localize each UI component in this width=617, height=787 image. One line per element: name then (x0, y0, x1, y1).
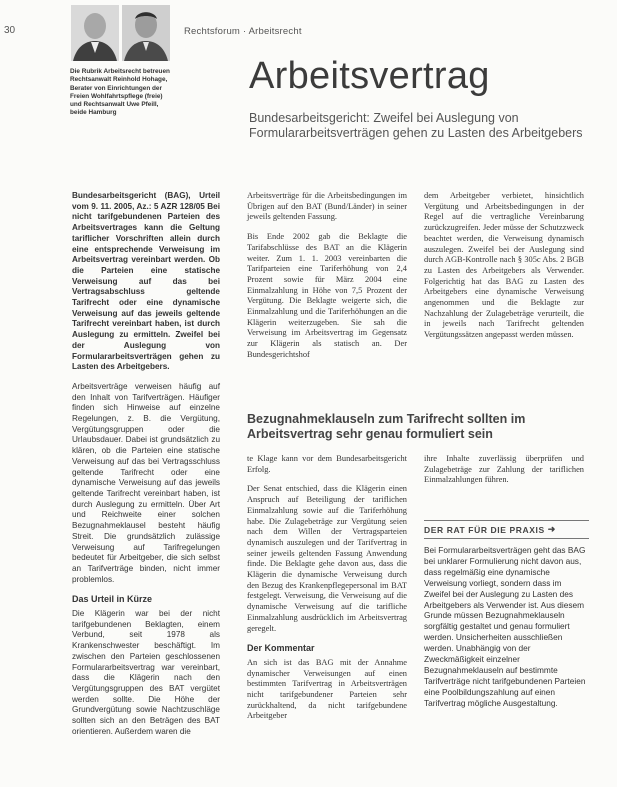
body-paragraph: te Klage kann vor dem Bundesarbeitsgericht Erfolg. (247, 454, 407, 474)
portrait-icon (122, 5, 170, 61)
body-paragraph: Der Senat entschied, dass die Klägerin einen Anspruch auf Beteiligung der tariflichen Einmalzahlung sowie auf die Tariferhöhung habe. Die Zulagebeträge zur Vergütung seien nach dem Willen der Vertragsparteien dynamisch auszulegen und der Tarifvertrag in seiner jeweils geltenden Fassung Anwendung finde. Die Beklagte gehe davon aus, dass die Klägerin die dynamische Verweisung durch den Bezug des Krankenpflegepersonal im BAT festgelegt. Verweisung, die Verweisung auf die dynamische Verweisung auf die tarifliche Einmalzahlung ausdrücklich im Arbeitsvertrag geregelt. (247, 484, 407, 633)
body-paragraph: Die Klägerin war bei der nicht tarifgebundenen Beklagten, einem Verbund, seit 1978 als Krankenschwester beschäftigt. Im zwischen den Parteien geschlossenen Formulararbeitsvertrag war vereinbart, dass die Klägerin nach den Vergütungsgruppen des BAT vergütet werden sollte. Die Höhe der Grundvergütung sowie Nachtzuschläge sollten sich an den Beträgen des BAT orientieren. Außerdem waren die (72, 609, 220, 736)
body-paragraph: Bis Ende 2002 gab die Beklagte die Tarifabschlüsse des BAT an die Klägerin weiter. Zum 1. 1. 2003 vereinbarten die Tarifparteien eine Tariferhöhung von 2,4 Prozent sowie für März 2004 eine Einmalzahlung in Höhe von 7,5 Prozent der Vergütung. Die Beklagte weigerte sich, die Einmalzahlung und die Tariferhöhungen an die Klägerin weiterzugeben. Sie sah die Verweisung im Arbeitsvertrag im Gegensatz zur Klägerin als statisch an. Der Bundesgerichtshof (247, 232, 407, 359)
column-3 (424, 191, 584, 350)
author-photo-pfeill (122, 5, 170, 61)
column-2 (247, 191, 407, 370)
advice-box (424, 520, 589, 709)
pull-heading: Bezugnahmeklauseln zum Tarifrecht sollten im Arbeitsvertrag sehr genau formuliert sein (247, 412, 526, 441)
advice-header-label: DER RAT FÜR DIE PRAXIS (424, 524, 545, 535)
caption-line: Rechtsanwalt Reinhold Hohage, (70, 76, 168, 84)
article-subtitle: Bundesarbeitsgericht: Zweifel bei Auslegung von Formulararbeitsverträgen gehen zu Lasten des Arbeitgebers (249, 111, 583, 140)
body-paragraph: An sich ist das BAG mit der Annahme dynamischer Verweisungen auf einen bestimmten Tarifvertrag in Arbeitsverträgen nicht tarifgebundener Parteien sehr zurückhaltend, da nicht tarifgebundene Arbeitgeber (247, 657, 407, 721)
subheading-kommentar: Der Kommentar (247, 643, 315, 654)
author-caption (70, 68, 184, 118)
author-photo-hohage (71, 5, 119, 61)
caption-line: beide Hamburg (70, 109, 117, 117)
subheading-urteil: Das Urteil in Kürze (72, 594, 153, 605)
body-paragraph: Arbeitsverträge für die Arbeitsbedingungen im Übrigen auf den BAT (Bund/Länder) in seiner jeweils geltenden Fassung. (247, 191, 407, 222)
column-3-lower (424, 454, 584, 495)
article-title: Arbeitsvertrag (249, 55, 490, 97)
body-paragraph: ihre Inhalte zuverlässig überprüfen und Zulagebeträge zur Zahlung der tariflichen Einmalzahlungen führen. (424, 454, 584, 485)
section-label: Rechtsforum · Arbeitsrecht (184, 26, 302, 37)
advice-text: Bei Formulararbeitsverträgen geht das BAG bei unklarer Formulierung nicht davon aus, dass regelmäßig eine dynamische Verweisung vorliegt, sondern dass im Zweifel bei der Auslegung zu Lasten des Arbeitgebers als Verwender ist. Aus diesem Grunde müssen Bezugnahmeklauseln sorgfältig gestaltet und genau formuliert werden. Unsicherheiten ausschließen werden. Unabhängig von der Zweckmäßigkeit einzelner Bezugnahmeklauseln auf bestimmte Tarifverträge nicht tarifgebundenen Parteien eine Poolbildungszahlung auf einen Tarifvertrag mögliche Ausgestaltung. (424, 545, 586, 708)
caption-line: und Rechtsanwalt Uwe Pfeill, (70, 101, 159, 109)
article-lead: Bundesarbeitsgericht (BAG), Urteil vom 9. 11. 2005, Az.: 5 AZR 128/05 Bei nicht tarifgebundenen Parteien des Arbeitsvertrages kann die Geltung tariflicher Vorschriften allein durch eine entsprechende Verweisung im Arbeitsvertrag vereinbart werden. Ob die Parteien eine statische Verweisung auf das bei Vertragsabschluss geltende Tarifrecht oder eine dynamische Verweisung auf das jeweils geltende Tarifrecht vereinbart haben, ist durch Auslegung zu ermitteln. Zweifel bei der Auslegung von Formulararbeitsverträgen gehen zu Lasten des Arbeitgebers. (72, 191, 220, 372)
page-number: 30 (4, 25, 16, 36)
arrow-right-icon: ➜ (547, 524, 556, 534)
body-paragraph: dem Arbeitgeber verbietet, hinsichtlich Vergütung und Arbeitsbedingungen in der Regel auf die vertragliche Vereinbarung zurückzugreifen. Jeder müsse der Schutzzweck beachtet werden, die Verweisung dynamisch auszulegen. Zweifel bei der Auslegung sind durch AGB-Kontrolle nach § 305c Abs. 2 BGB zu Lasten des Arbeitgebers als Verwender. Folgerichtig hat das BAG zu Lasten des Arbeitgebers eine dynamische Verweisung angenommen und die Beklagte zur Nachzahlung der Zulagebeträge verurteilt, die in jeweils nach Tarifrecht geltenden Vergütungssätzen angepasst werden müssen. (424, 191, 584, 340)
advice-header (424, 520, 589, 539)
caption-line: Berater von Einrichtungen der (70, 84, 162, 92)
column-1 (72, 191, 220, 746)
caption-line: Die Rubrik Arbeitsrecht betreuen (70, 68, 170, 75)
portrait-icon (71, 5, 119, 61)
caption-line: Freien Wohlfahrtspflege (freie) (70, 92, 163, 100)
body-paragraph: Arbeitsverträge verweisen häufig auf den Inhalt von Tarifverträgen. Häufiger finden sich Hinweise auf einzelne Regelungen, z. B. die Vergütung, Vergütungsgruppen oder die Urlaubsdauer. Dabei ist grundsätzlich zu klären, ob die Parteien eine statische Verweisung auf das bei Vertragsschluss geltende Tarifrecht oder eine dynamische Verweisung auf das jeweils geltende Tarifrecht vereinbart haben, ist durch Auslegung zu ermitteln. Über Art und Reichweite einer solchen Bezugnahmeklausel besteht häufig Streit. Die grundsätzlich zulässige Verweisung auf Tarifregelungen bedeutet für Arbeitgeber, die sich selbst an Tarifverträge binden, nicht immer problemlos. (72, 381, 220, 584)
column-2-lower (247, 454, 407, 731)
